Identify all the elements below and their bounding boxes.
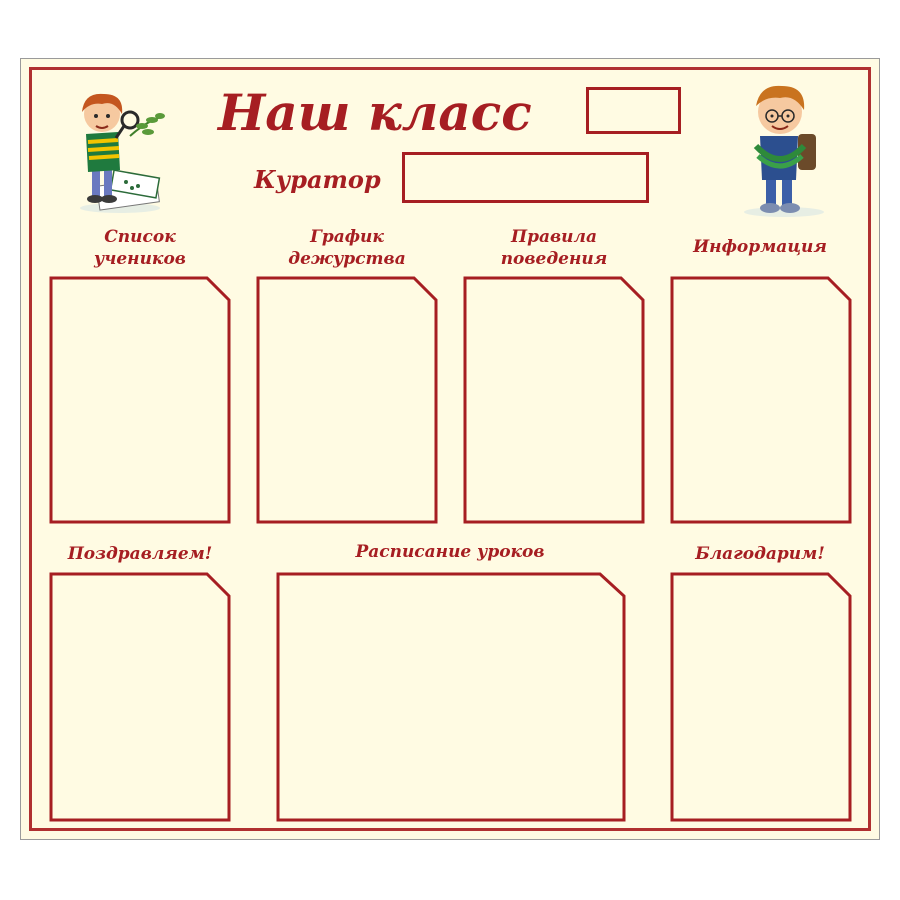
lesson-schedule-label: Расписание уроков <box>355 542 545 562</box>
boy-with-magnifier-illustration <box>68 86 168 214</box>
duty-schedule-label <box>257 226 437 270</box>
thanks-label: Благодарим! <box>695 544 825 564</box>
behavior-rules-label-line2: поведения <box>500 249 608 269</box>
information-pocket <box>670 276 852 524</box>
behavior-rules-label <box>464 226 644 270</box>
behavior-rules-pocket <box>463 276 645 524</box>
boy-with-garland-illustration <box>732 76 832 218</box>
page-title: Наш класс <box>218 83 532 142</box>
congratulations-pocket <box>49 572 231 822</box>
congratulations-label: Поздравляем! <box>67 544 213 564</box>
duty-schedule-label-line2: дежурства <box>288 249 406 269</box>
duty-schedule-label-line1: График <box>310 227 384 247</box>
duty-schedule-pocket <box>256 276 438 524</box>
curator-field <box>402 152 649 203</box>
behavior-rules-label-line1: Правила <box>511 227 597 247</box>
thanks-pocket <box>670 572 852 822</box>
students-list-label-line1: Список <box>104 227 176 247</box>
students-list-label <box>50 226 230 270</box>
curator-label: Куратор <box>254 165 381 194</box>
lesson-schedule-pocket <box>276 572 626 822</box>
students-list-pocket <box>49 276 231 524</box>
students-list-label-line2: учеников <box>94 249 186 269</box>
information-label: Информация <box>693 237 827 257</box>
class-name-field <box>586 87 681 134</box>
